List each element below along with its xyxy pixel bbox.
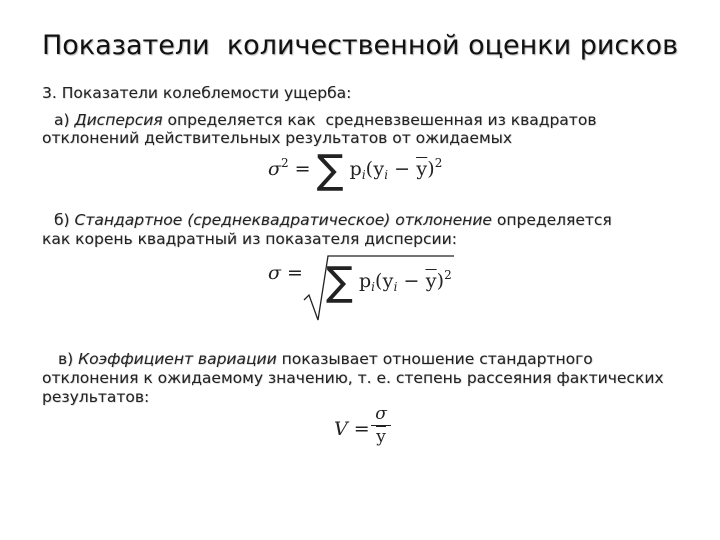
fraction-denominator: у [375, 427, 386, 447]
index-i-2: i [384, 168, 389, 182]
square-exponent: 2 [444, 268, 452, 282]
item-c-term: Коэффициент вариации [78, 350, 277, 368]
item-b-prefix: б) [54, 211, 75, 229]
std-dev-formula [268, 262, 303, 284]
fraction-bar [371, 425, 391, 426]
item-a-line2: отклонений действительных результатов от ожидаемых [42, 129, 513, 147]
mean-y: у [416, 158, 428, 180]
minus-sign: − [397, 270, 426, 292]
probability-symbol: p [349, 158, 362, 180]
std-dev-radicand [326, 259, 452, 305]
probability-symbol: p [359, 270, 372, 292]
v-symbol: V [334, 418, 348, 440]
item-a-prefix: а) [54, 111, 75, 129]
summation-sign: ∑ [326, 259, 353, 305]
open-paren-y: (у [365, 158, 385, 180]
index-i-2: i [393, 280, 398, 294]
fraction-numerator: σ [375, 404, 387, 424]
variation-coefficient-formula [334, 418, 370, 440]
item-c-rest: показывает отношение стандартного [276, 350, 593, 368]
item-c-line3: результатов: [42, 388, 150, 406]
section-heading: 3. Показатели колеблемости ущерба: [42, 84, 352, 102]
item-a-term: Дисперсия [74, 111, 163, 129]
close-paren: ) [427, 158, 435, 180]
item-a-line1 [42, 111, 702, 130]
minus-sign: − [388, 158, 417, 180]
equals-sign: = [287, 262, 303, 284]
slide-title: Показатели количественной оценки рисков [41, 30, 678, 61]
index-i: i [361, 168, 366, 182]
item-a-rest: определяется как средневзвешенная из квадратов [162, 111, 597, 129]
mean-y: у [425, 270, 437, 292]
index-i: i [371, 280, 376, 294]
summation-sign: ∑ [316, 147, 344, 193]
exponent: 2 [280, 156, 289, 170]
equals-sign: = [294, 158, 311, 180]
close-paren: ) [436, 270, 445, 292]
item-b-rest: определяется [491, 211, 612, 229]
square-exponent: 2 [434, 156, 443, 170]
sigma-symbol: σ [268, 262, 281, 284]
variance-formula [268, 147, 443, 193]
item-b-term: Стандартное (среднеквадратическое) отклонение [74, 211, 492, 229]
item-b-line1 [42, 211, 702, 230]
item-c-line2: отклонения к ожидаемому значению, т. е. степень рассеяния фактических [42, 369, 664, 387]
fraction [371, 404, 391, 447]
open-paren-y: (у [375, 270, 394, 292]
equals-sign: = [353, 418, 370, 440]
item-c-line1 [42, 350, 702, 369]
sigma-symbol: σ [268, 158, 281, 180]
item-c-prefix: в) [58, 350, 79, 368]
item-b-line2: как корень квадратный из показателя дисперсии: [42, 230, 457, 248]
